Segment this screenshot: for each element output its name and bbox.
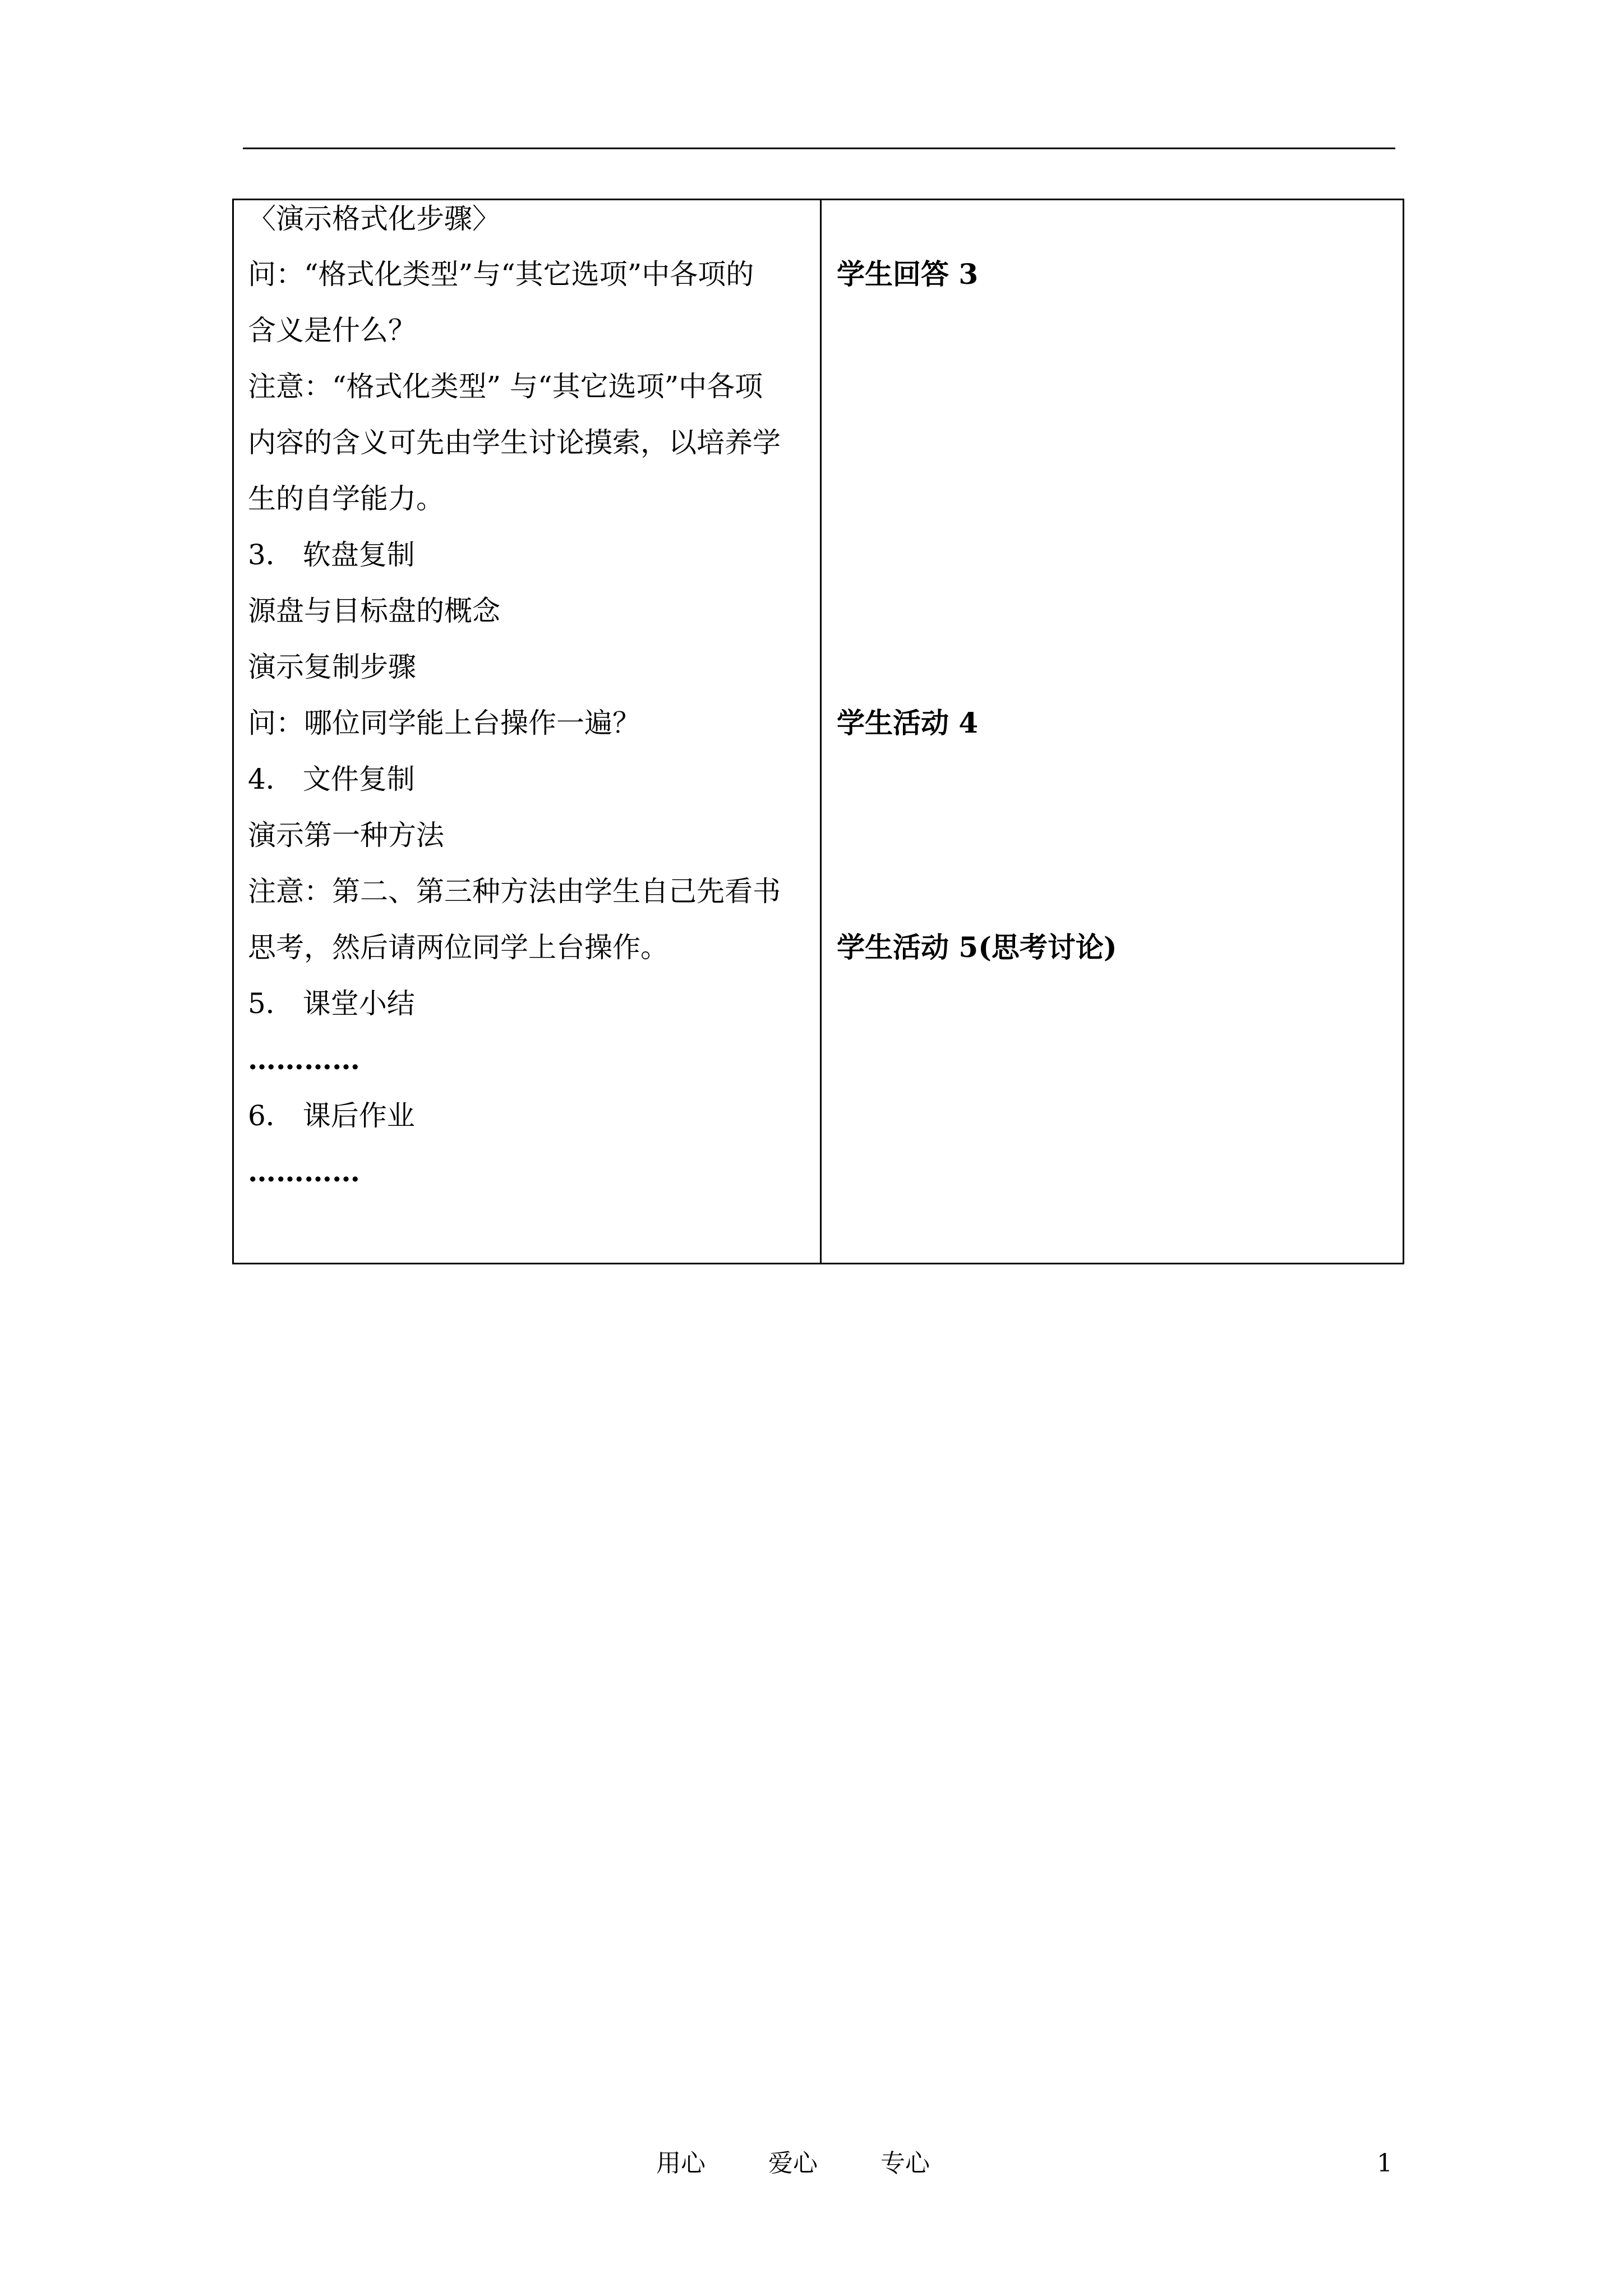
left-line-14: 思考，然后请两位同学上台操作。	[248, 931, 668, 964]
left-line-7: 3． 软盘复制	[248, 539, 415, 571]
left-line-15: 5． 课堂小结	[248, 987, 415, 1020]
footer-motto-3: 专心	[880, 2149, 930, 2178]
left-line-17: 6． 课后作业	[248, 1099, 415, 1132]
left-line-2: 问：“格式化类型”与“其它选项”中各项的	[248, 258, 754, 291]
footer-motto-2: 爱心	[768, 2149, 818, 2178]
left-line-6: 生的自学能力。	[248, 482, 444, 515]
left-line-11: 4． 文件复制	[248, 763, 415, 795]
left-line-10: 问：哪位同学能上台操作一遍？	[248, 707, 640, 739]
column-divider	[820, 200, 822, 1263]
left-line-12: 演示第一种方法	[248, 819, 444, 852]
left-line-3: 含义是什么？	[248, 314, 416, 347]
left-line-4: 注意：“格式化类型” 与“其它选项”中各项	[248, 370, 763, 403]
right-line-1: 学生回答 3	[837, 257, 979, 291]
left-line-5: 内容的含义可先由学生讨论摸索，以培养学	[248, 426, 781, 459]
page-number: 1	[1377, 2149, 1393, 2178]
left-line-16: …………	[248, 1043, 360, 1076]
left-line-13: 注意：第二、第三种方法由学生自己先看书	[248, 875, 781, 908]
left-line-1: 〈演示格式化步骤〉	[248, 203, 500, 235]
lesson-table	[232, 199, 1404, 1264]
left-line-8: 源盘与目标盘的概念	[248, 595, 500, 627]
left-line-18: …………	[248, 1155, 360, 1188]
right-line-2: 学生活动 4	[837, 706, 979, 739]
right-line-3: 学生活动 5(思考讨论)	[837, 931, 1117, 964]
header-rule	[243, 148, 1395, 149]
left-line-9: 演示复制步骤	[248, 651, 416, 683]
footer-motto-1: 用心	[656, 2149, 706, 2178]
